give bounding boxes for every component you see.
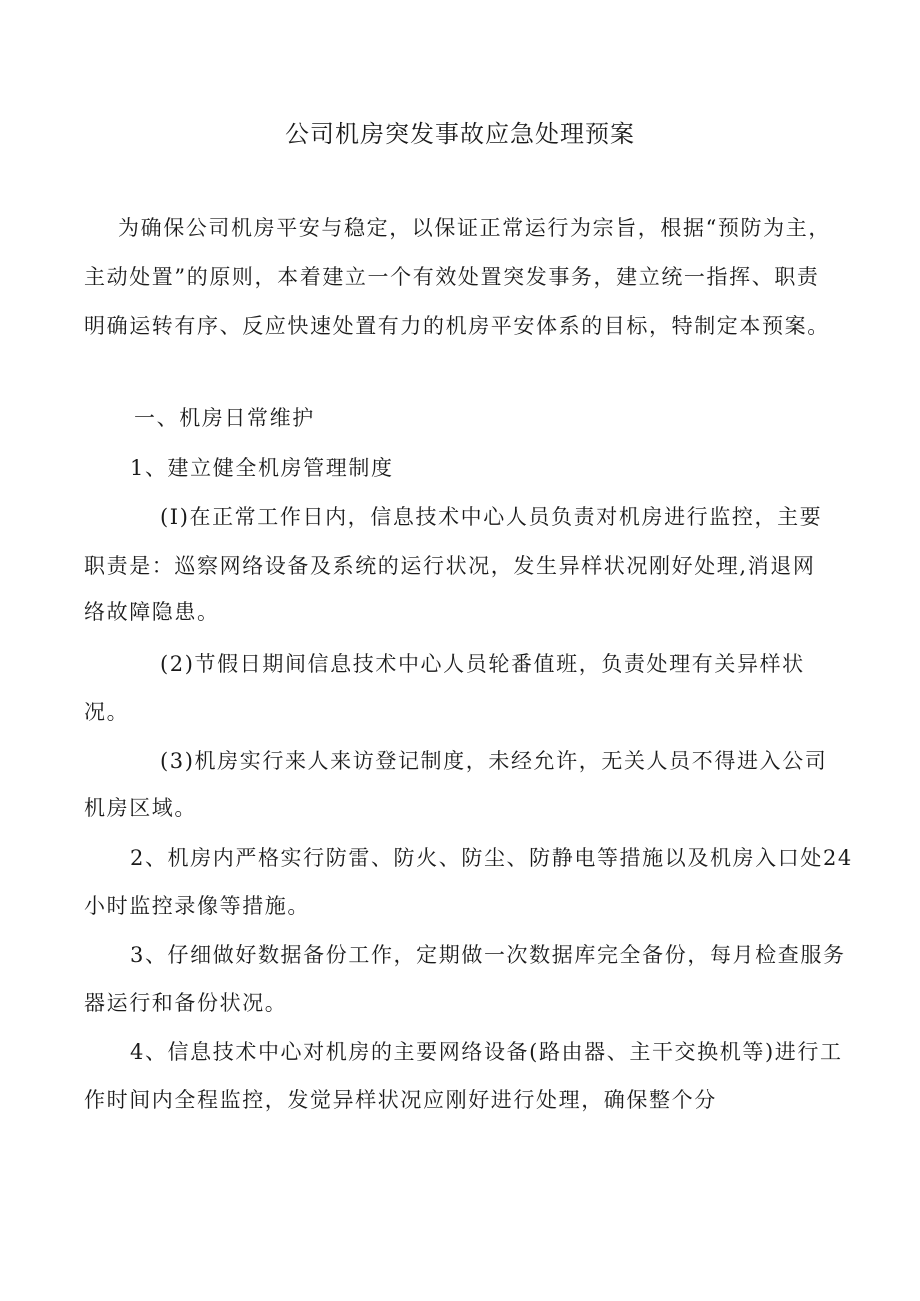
sub-item-1-line-2: 职责是：巡察网络设备及系统的运行状况，发生异样状况刚好处理,消退网	[84, 554, 816, 578]
sub-item-1-line-1: (I)在正常工作日内，信息技术中心人员负责对机房进行监控，主要	[160, 505, 823, 529]
item-2-line-1: 2、机房内严格实行防雷、防火、防尘、防静电等措施以及机房入口处24	[130, 846, 853, 870]
intro-line-2: 主动处置”的原则，本着建立一个有效处置突发事务，建立统一指挥、职责	[84, 265, 820, 289]
sub-item-1-line-3: 络故障隐患。	[84, 600, 220, 624]
item-4-line-1: 4、信息技术中心对机房的主要网络设备(路由器、主干交换机等)进行工	[130, 1040, 843, 1064]
sub-item-3-line-1: (3)机房实行来人来访登记制度，未经允许，无关人员不得进入公司	[160, 749, 828, 773]
intro-line-3: 明确运转有序、反应快速处置有力的机房平安体系的目标，特制定本预案。	[84, 314, 830, 338]
item-1-heading: 1、建立健全机房管理制度	[130, 456, 394, 480]
sub-item-2-line-1: (2)节假日期间信息技术中心人员轮番值班，负责处理有关异样状	[160, 652, 805, 676]
item-3-line-2: 器运行和备份状况。	[84, 991, 288, 1015]
intro-line-1: 为确保公司机房平安与稳定，以保证正常运行为宗旨，根据“预防为主，	[118, 216, 831, 240]
item-4-line-2: 作时间内全程监控，发觉异样状况应刚好进行处理，确保整个分	[84, 1088, 717, 1112]
document-title: 公司机房突发事故应急处理预案	[285, 120, 635, 148]
item-3-line-1: 3、仔细做好数据备份工作，定期做一次数据库完全备份，每月检查服务	[130, 943, 846, 967]
sub-item-2-line-2: 况。	[84, 700, 130, 724]
item-2-line-2: 小时监控录像等措施。	[84, 894, 310, 918]
section-heading-daily-maintenance: 一、机房日常维护	[134, 406, 315, 430]
sub-item-3-line-2: 机房区域。	[84, 796, 197, 820]
